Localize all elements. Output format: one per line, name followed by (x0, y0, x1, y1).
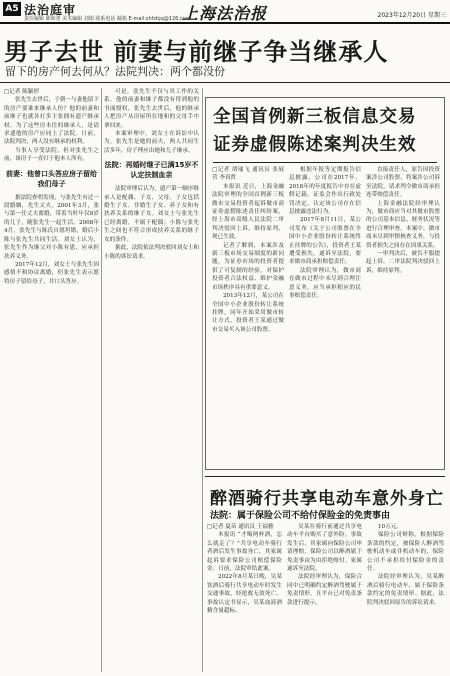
article-paragraph: 法院审理后认为，遗产第一顺序继承人是配偶、子女、父母。子女包括婚生子女、非婚生子女、养子女和有扶养关系的继子女。刘女士与张先生已经离婚，不属于配偶；小陈与张先生之间也不符合形成扶养关系的继子女的条件。 (104, 186, 199, 243)
lead-column-2 (104, 88, 199, 672)
article-paragraph: 根据年报等定期报告信息披露，公司在2017年、2018年的年度报告中存在虚假记载。证监会作出行政处罚决定，认定该公司存在信息披露违法行为。 (289, 167, 361, 216)
article-paragraph: 直接责任人，原告因投资案涉公司股票，将案涉公司诉至法院，请求判令做市商承担连带赔偿责任。 (366, 167, 440, 199)
featured-column-2 (289, 166, 361, 464)
article-paragraph: 2017年8月11日，某公司发布《关于公司股票在全国中小企业股份转让系统终止挂牌的公告》，投资者王某遭受损失，遂诉至法院，要求做市商承担赔偿责任。 (289, 217, 361, 266)
second-story-title: 醉酒骑行共享电动车意外身亡 (210, 489, 444, 509)
featured-byline: □记者 胡瑜飞 通讯员 张展营 李真哲 (212, 167, 284, 182)
article-paragraph: 2017年12月，刘女士与张先生因感情不和协议离婚，但张先生表示愿将房子留给母子，并口头答应。 (4, 261, 99, 285)
issue-date: 2023年12月20日 星期三 (377, 12, 446, 19)
featured-title-line-2: 证券虚假陈述案判决生效 (213, 135, 417, 155)
featured-column-1 (212, 166, 284, 464)
second-column-2 (287, 523, 362, 673)
featured-title-line-1: 全国首例新三板信息交易 (213, 107, 417, 127)
article-paragraph: 吴某在骑行前通过共享电动车平台购买了意外险。事故发生后，其家属向保险公司申请理赔，保险公司以醉酒属于免责事由为由拒绝赔付。家属遂诉至法院。 (287, 524, 362, 573)
article-paragraph: 上海金融法院经审理认为，做市商应当对其做市股票的公司基本信息、财务状况等进行合理审查。本案中，做市商未尽到审慎核查义务，与投资者损失之间存在因果关系。 (366, 200, 440, 249)
article-paragraph: 本报讯 近日，上海金融法院审理的全国首例新三板做市交易投资者起诉做市商证券虚假陈述责任纠纷案，经上海市高级人民法院二审判决驳回上诉，维持原判，现已生效。 (212, 183, 284, 241)
article-paragraph: 法院经审理认为，保险合同中已明确约定醉酒驾驶属于免责情形，且平台已对免责条款进行提示。 (287, 574, 362, 606)
section-rule (205, 476, 445, 477)
article-paragraph: 当事人享受法院，但对张先生之前，该房子一直归于他本人所有。 (4, 147, 99, 163)
article-paragraph: 据此，法院依法判决驳回刘女士和小陈的诉讼请求。 (104, 245, 199, 260)
lead-subhead: 留下的房产何去何从？法院判决：两个都没份 (5, 65, 225, 78)
featured-title-rule (213, 162, 437, 163)
masthead (0, 0, 450, 24)
article-paragraph: 张先生去世后，于朝一与妻他留下的房产要谁来继承人份？他的前妻和前继子也就各打多主张拥有遗产继承权。为了这些房本住的继承人，是请求遗他的房产应同上了法院。日前，法院判决，两人没有继承的权利。 (4, 97, 99, 146)
lead-headline: 男子去世 前妻与前继子争当继承人 (4, 38, 389, 66)
lead-subheading-2: 法院：再婚时继子已满15岁不认定扶制血亲 (104, 161, 199, 180)
article-paragraph: 10万元。 (378, 524, 402, 530)
headline-rule (0, 82, 450, 83)
column-divider (202, 88, 203, 672)
article-paragraph: 一审判决后，被告不服提起上诉。二审法院判决驳回上诉，维持原判。 (366, 251, 440, 274)
lead-subheading-1: 前妻：他曾口头答应房子留给我们母子 (6, 169, 97, 188)
second-column-1 (207, 523, 282, 673)
article-paragraph: 本报讯 “才喝两杯酒，怎么就走了？”共享电动车骑行者酒后发生事故身亡，其家属起诉要求保险公司赔偿保险金。日前，法院审结此案。 (207, 532, 282, 573)
section-name: 法治庭审 (24, 3, 77, 17)
article-paragraph: 2013年12月，某公司在全国中小企业股份转让系统挂牌，同年开始采用做市转让方式，投资者王某通过做市交易买入该公司股票。 (212, 293, 284, 333)
second-story-subtitle: 法院：属于保险公司不给付保险金的免责事由 (210, 511, 391, 521)
editor-meta: 责任编辑 陈和勇 美术编辑 刘娟 联系电话 邮箱 E-mail:shfzbjq@126.com (24, 16, 191, 22)
page-badge: A5 (3, 2, 21, 16)
lead-column-1 (4, 88, 99, 672)
second-column-3 (367, 523, 444, 673)
article-paragraph: 本案审理中，刘女士在诉讼中认为，张先生是她的前夫，两人共同生活多年，房子理应由她和儿子继承。 (104, 131, 199, 154)
article-paragraph: 法院审理认为，做市商在做市过程中未尽到合理注意义务，应当承担相应的民事赔偿责任。 (289, 267, 361, 300)
second-byline: □记者 夏苗 通讯员 王福雅 (207, 524, 274, 530)
newspaper-logo: 上海法治报 (182, 4, 268, 23)
article-paragraph: 可是，张先生不仅与其工作的关系，他的前妻和继子都没有得到他的书面授权，张先生去世后，他的继承人把房产从房屋所在地和的父母手中拿回来。 (104, 89, 199, 129)
column-divider (101, 88, 102, 672)
article-paragraph: 法院经审理认为，吴某醉酒后骑行电动车，属于保险条款约定的免责情形。据此，法院判决驳回原告的诉讼请求。 (367, 574, 444, 606)
article-paragraph: 据法院查明发现，与张先生有过一段婚姻，先生丈夫，2001年3月，张与第一任丈夫离婚，带着当时年仅8岁的儿子，随张先生一起生活，2008年4月，张先生与陈氏自愿坦婚，婚后小陈与张先生共同生活。刘女士认为，张先生作为继父对小陈有恩，应承担扶养义务。 (4, 194, 99, 260)
article-paragraph: 记者了解到，本案涉及新三板市场交易制度的新问题，为证券市场的投资者提供了可复制的经验，对保护投资者合法权益、维护金融市场秩序具有重要意义。 (212, 242, 284, 291)
article-paragraph: 2022年8月某日晚，吴某饮酒后骑行共享电动车时发生交通事故，经抢救无效死亡。事故认定书显示，吴某血液酒精含量超标。 (207, 574, 282, 615)
article-paragraph: 保险公司辩称，根据保险条款的约定，被保险人醉酒驾驶机动车或非机动车的，保险公司不承担给付保险金的责任。 (367, 532, 444, 573)
lead-byline: □记者 陈颖婷 (4, 89, 40, 95)
featured-column-3 (366, 166, 440, 464)
featured-story-title (213, 103, 441, 159)
